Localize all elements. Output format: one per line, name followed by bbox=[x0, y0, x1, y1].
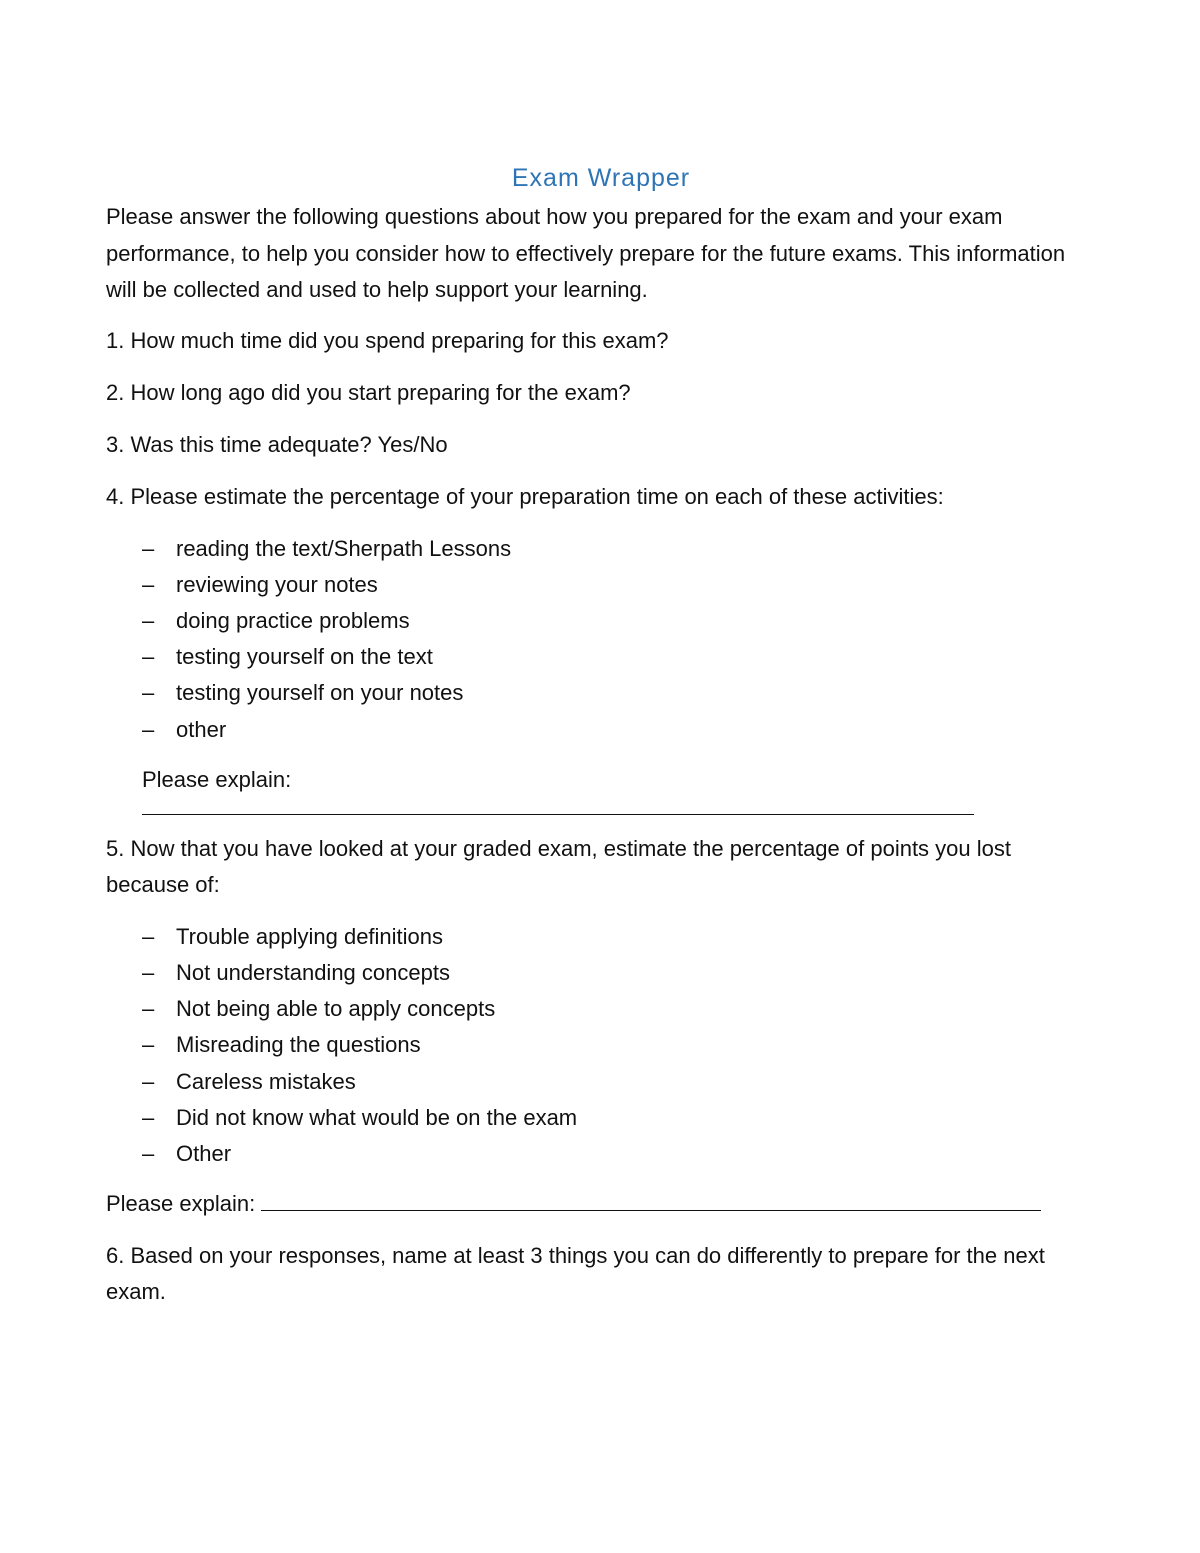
list-item: – Trouble applying definitions bbox=[142, 919, 1096, 955]
list-item: – Misreading the questions bbox=[142, 1027, 1096, 1063]
question-4: 4. Please estimate the percentage of your preparation time on each of these activities: bbox=[106, 483, 944, 509]
explain-section-2 bbox=[106, 1186, 1096, 1222]
explain-label: Please explain: bbox=[106, 1191, 256, 1217]
dash-bullet: – bbox=[142, 923, 155, 949]
list-item: – testing yourself on your notes bbox=[142, 675, 1096, 711]
points-lost-list bbox=[106, 919, 1096, 1172]
dash-bullet: – bbox=[142, 571, 155, 597]
dash-bullet: – bbox=[142, 680, 155, 706]
list-item: – Careless mistakes bbox=[142, 1064, 1096, 1100]
question-2: 2. How long ago did you start preparing for the exam? bbox=[106, 379, 631, 405]
list-item: – Other bbox=[142, 1136, 1096, 1172]
dash-bullet: – bbox=[142, 1032, 155, 1058]
question-5: 5. Now that you have looked at your graded exam, estimate the percentage of points you lost because of: bbox=[106, 835, 1011, 897]
dash-bullet: – bbox=[142, 607, 155, 633]
question-1: 1. How much time did you spend preparing for this exam? bbox=[106, 327, 669, 353]
list-item: – Not understanding concepts bbox=[142, 955, 1096, 991]
explain-section-1 bbox=[106, 762, 1096, 815]
dash-bullet: – bbox=[142, 535, 155, 561]
intro-paragraph: Please answer the following questions about how you prepared for the exam and your exam performance, to help you consider how to effectively prepare for the future exams. This information will be collected and used to help support your learning. bbox=[106, 204, 1066, 302]
dash-bullet: – bbox=[142, 1068, 155, 1094]
dash-bullet: – bbox=[142, 1140, 155, 1166]
list-item: – other bbox=[142, 712, 1096, 748]
list-item: – reviewing your notes bbox=[142, 567, 1096, 603]
list-item: – Did not know what would be on the exam bbox=[142, 1100, 1096, 1136]
document-page bbox=[106, 164, 1096, 1326]
list-item: – reading the text/Sherpath Lessons bbox=[142, 531, 1096, 567]
list-item: – Not being able to apply concepts bbox=[142, 991, 1096, 1027]
dash-bullet: – bbox=[142, 996, 155, 1022]
answer-line[interactable] bbox=[261, 1186, 1041, 1211]
list-item: – doing practice problems bbox=[142, 603, 1096, 639]
dash-bullet: – bbox=[142, 959, 155, 985]
dash-bullet: – bbox=[142, 1104, 155, 1130]
dash-bullet: – bbox=[142, 716, 155, 742]
list-item: – testing yourself on the text bbox=[142, 639, 1096, 675]
question-3: 3. Was this time adequate? Yes/No bbox=[106, 431, 448, 457]
answer-line[interactable] bbox=[142, 800, 974, 815]
page-title: Exam Wrapper bbox=[511, 164, 691, 192]
dash-bullet: – bbox=[142, 644, 155, 670]
explain-label: Please explain: bbox=[142, 766, 292, 792]
question-6: 6. Based on your responses, name at least 3 things you can do differently to prepare for the next exam. bbox=[106, 1243, 1045, 1305]
activity-list bbox=[106, 531, 1096, 748]
